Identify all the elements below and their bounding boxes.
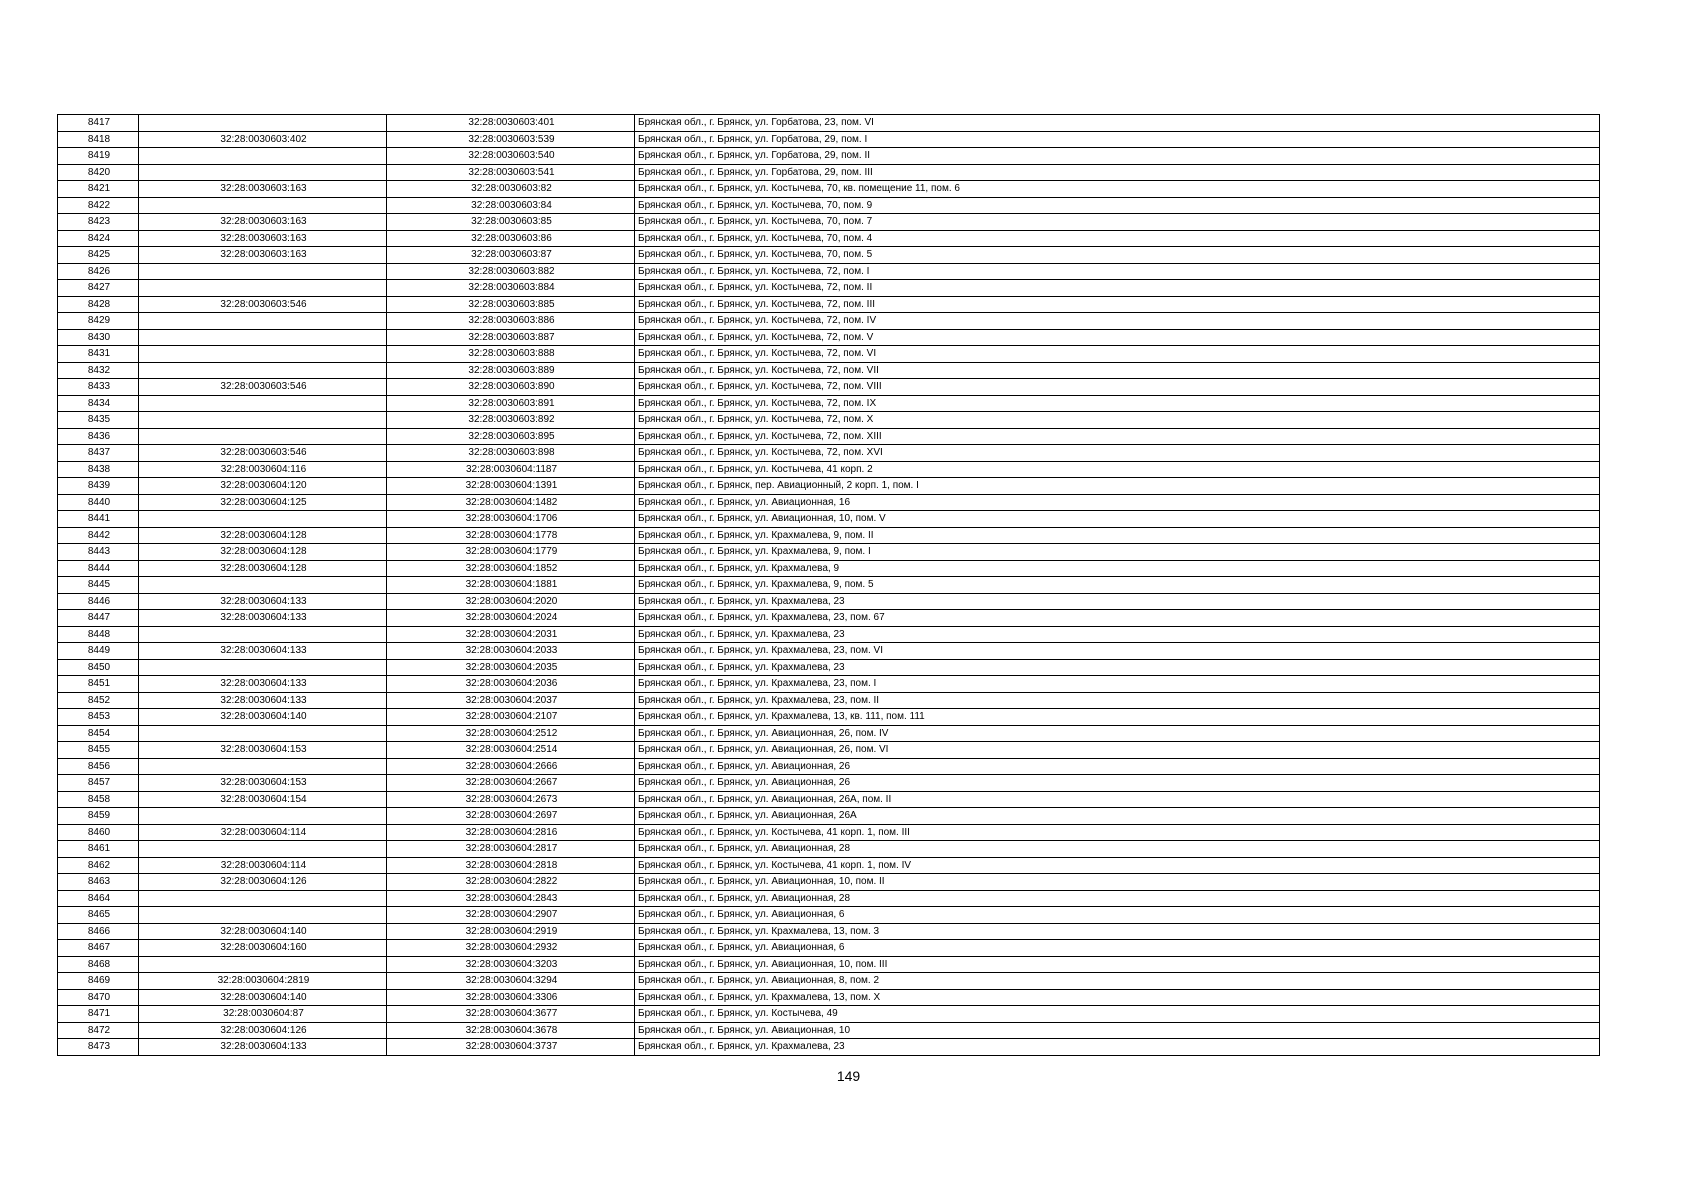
table-row — [58, 362, 1600, 379]
row-number-cell: 8434 — [58, 395, 139, 412]
table-row — [58, 857, 1600, 874]
address-cell: Брянская обл., г. Брянск, ул. Авиационная, 10, пом. III — [635, 956, 1600, 973]
parent-cadastral-number-cell — [139, 841, 387, 858]
address-cell: Брянская обл., г. Брянск, ул. Крахмалева, 9 — [635, 560, 1600, 577]
address-cell: Брянская обл., г. Брянск, ул. Костычева, 70, пом. 7 — [635, 214, 1600, 231]
row-number-cell: 8453 — [58, 709, 139, 726]
address-cell: Брянская обл., г. Брянск, ул. Авиационная, 10, пом. V — [635, 511, 1600, 528]
row-number-cell: 8471 — [58, 1006, 139, 1023]
address-cell: Брянская обл., г. Брянск, ул. Крахмалева, 9, пом. II — [635, 527, 1600, 544]
parent-cadastral-number-cell: 32:28:0030604:128 — [139, 560, 387, 577]
cadastral-number-cell: 32:28:0030604:3677 — [387, 1006, 635, 1023]
parent-cadastral-number-cell — [139, 115, 387, 132]
table-row — [58, 692, 1600, 709]
cadastral-number-cell: 32:28:0030603:539 — [387, 131, 635, 148]
parent-cadastral-number-cell — [139, 329, 387, 346]
parent-cadastral-number-cell: 32:28:0030603:546 — [139, 379, 387, 396]
table-row — [58, 841, 1600, 858]
address-cell: Брянская обл., г. Брянск, ул. Костычева, 41 корп. 2 — [635, 461, 1600, 478]
cadastral-number-cell: 32:28:0030604:2697 — [387, 808, 635, 825]
table-row — [58, 115, 1600, 132]
cadastral-number-cell: 32:28:0030604:1391 — [387, 478, 635, 495]
cadastral-number-cell: 32:28:0030603:401 — [387, 115, 635, 132]
table-row — [58, 164, 1600, 181]
table-row — [58, 643, 1600, 660]
address-cell: Брянская обл., г. Брянск, ул. Авиационная, 28 — [635, 890, 1600, 907]
table-row — [58, 874, 1600, 891]
address-cell: Брянская обл., г. Брянск, ул. Костычева, 72, пом. VII — [635, 362, 1600, 379]
parent-cadastral-number-cell — [139, 626, 387, 643]
address-cell: Брянская обл., г. Брянск, ул. Авиационная, 26 — [635, 758, 1600, 775]
table-row — [58, 230, 1600, 247]
address-cell: Брянская обл., г. Брянск, ул. Крахмалева, 23, пом. 67 — [635, 610, 1600, 627]
cadastral-number-cell: 32:28:0030603:885 — [387, 296, 635, 313]
cadastral-number-cell: 32:28:0030604:2919 — [387, 923, 635, 940]
row-number-cell: 8466 — [58, 923, 139, 940]
cadastral-number-cell: 32:28:0030603:887 — [387, 329, 635, 346]
parent-cadastral-number-cell: 32:28:0030604:153 — [139, 742, 387, 759]
parent-cadastral-number-cell — [139, 280, 387, 297]
row-number-cell: 8419 — [58, 148, 139, 165]
cadastral-number-cell: 32:28:0030604:1187 — [387, 461, 635, 478]
registry-table — [57, 114, 1600, 1056]
address-cell: Брянская обл., г. Брянск, ул. Авиационная, 26 — [635, 775, 1600, 792]
address-cell: Брянская обл., г. Брянск, ул. Авиационная, 26А — [635, 808, 1600, 825]
parent-cadastral-number-cell — [139, 148, 387, 165]
table-row — [58, 280, 1600, 297]
row-number-cell: 8432 — [58, 362, 139, 379]
row-number-cell: 8459 — [58, 808, 139, 825]
row-number-cell: 8421 — [58, 181, 139, 198]
cadastral-number-cell: 32:28:0030604:2512 — [387, 725, 635, 742]
address-cell: Брянская обл., г. Брянск, ул. Авиационная, 10, пом. II — [635, 874, 1600, 891]
table-row — [58, 1039, 1600, 1056]
row-number-cell: 8458 — [58, 791, 139, 808]
row-number-cell: 8417 — [58, 115, 139, 132]
row-number-cell: 8438 — [58, 461, 139, 478]
table-row — [58, 791, 1600, 808]
registry-table-body — [58, 115, 1600, 1056]
table-row — [58, 610, 1600, 627]
parent-cadastral-number-cell — [139, 164, 387, 181]
table-row — [58, 511, 1600, 528]
parent-cadastral-number-cell — [139, 362, 387, 379]
table-row — [58, 527, 1600, 544]
address-cell: Брянская обл., г. Брянск, ул. Крахмалева, 23 — [635, 593, 1600, 610]
address-cell: Брянская обл., г. Брянск, ул. Костычева, 72, пом. VIII — [635, 379, 1600, 396]
address-cell: Брянская обл., г. Брянск, ул. Костычева, 72, пом. XVI — [635, 445, 1600, 462]
address-cell: Брянская обл., г. Брянск, ул. Авиационная, 26А, пом. II — [635, 791, 1600, 808]
cadastral-number-cell: 32:28:0030604:2037 — [387, 692, 635, 709]
address-cell: Брянская обл., г. Брянск, ул. Костычева, 41 корп. 1, пом. IV — [635, 857, 1600, 874]
table-row — [58, 346, 1600, 363]
parent-cadastral-number-cell: 32:28:0030603:163 — [139, 214, 387, 231]
cadastral-number-cell: 32:28:0030604:2514 — [387, 742, 635, 759]
table-row — [58, 445, 1600, 462]
table-row — [58, 197, 1600, 214]
cadastral-number-cell: 32:28:0030604:3203 — [387, 956, 635, 973]
table-row — [58, 956, 1600, 973]
parent-cadastral-number-cell: 32:28:0030604:154 — [139, 791, 387, 808]
address-cell: Брянская обл., г. Брянск, ул. Крахмалева, 13, пом. X — [635, 989, 1600, 1006]
parent-cadastral-number-cell — [139, 808, 387, 825]
parent-cadastral-number-cell: 32:28:0030604:126 — [139, 1022, 387, 1039]
cadastral-number-cell: 32:28:0030604:2818 — [387, 857, 635, 874]
address-cell: Брянская обл., г. Брянск, ул. Авиационная, 16 — [635, 494, 1600, 511]
address-cell: Брянская обл., г. Брянск, ул. Костычева, 70, пом. 4 — [635, 230, 1600, 247]
address-cell: Брянская обл., г. Брянск, ул. Авиационная, 6 — [635, 907, 1600, 924]
parent-cadastral-number-cell: 32:28:0030604:133 — [139, 692, 387, 709]
row-number-cell: 8460 — [58, 824, 139, 841]
table-row — [58, 395, 1600, 412]
row-number-cell: 8444 — [58, 560, 139, 577]
table-row — [58, 428, 1600, 445]
address-cell: Брянская обл., г. Брянск, ул. Авиационная, 8, пом. 2 — [635, 973, 1600, 990]
row-number-cell: 8462 — [58, 857, 139, 874]
cadastral-number-cell: 32:28:0030604:2033 — [387, 643, 635, 660]
table-row — [58, 808, 1600, 825]
row-number-cell: 8431 — [58, 346, 139, 363]
row-number-cell: 8436 — [58, 428, 139, 445]
table-row — [58, 593, 1600, 610]
row-number-cell: 8420 — [58, 164, 139, 181]
row-number-cell: 8443 — [58, 544, 139, 561]
address-cell: Брянская обл., г. Брянск, ул. Костычева, 72, пом. I — [635, 263, 1600, 280]
cadastral-number-cell: 32:28:0030603:888 — [387, 346, 635, 363]
parent-cadastral-number-cell: 32:28:0030603:163 — [139, 230, 387, 247]
address-cell: Брянская обл., г. Брянск, ул. Крахмалева, 13, пом. 3 — [635, 923, 1600, 940]
parent-cadastral-number-cell: 32:28:0030604:2819 — [139, 973, 387, 990]
parent-cadastral-number-cell: 32:28:0030604:140 — [139, 923, 387, 940]
cadastral-number-cell: 32:28:0030603:884 — [387, 280, 635, 297]
address-cell: Брянская обл., г. Брянск, ул. Костычева, 41 корп. 1, пом. III — [635, 824, 1600, 841]
cadastral-number-cell: 32:28:0030604:3306 — [387, 989, 635, 1006]
parent-cadastral-number-cell — [139, 197, 387, 214]
address-cell: Брянская обл., г. Брянск, ул. Костычева, 49 — [635, 1006, 1600, 1023]
cadastral-number-cell: 32:28:0030604:2843 — [387, 890, 635, 907]
parent-cadastral-number-cell: 32:28:0030604:116 — [139, 461, 387, 478]
cadastral-number-cell: 32:28:0030604:2107 — [387, 709, 635, 726]
table-row — [58, 379, 1600, 396]
table-row — [58, 1022, 1600, 1039]
row-number-cell: 8446 — [58, 593, 139, 610]
parent-cadastral-number-cell — [139, 956, 387, 973]
cadastral-number-cell: 32:28:0030604:2932 — [387, 940, 635, 957]
cadastral-number-cell: 32:28:0030604:2667 — [387, 775, 635, 792]
cadastral-number-cell: 32:28:0030603:541 — [387, 164, 635, 181]
cadastral-number-cell: 32:28:0030604:2907 — [387, 907, 635, 924]
table-row — [58, 412, 1600, 429]
cadastral-number-cell: 32:28:0030603:540 — [387, 148, 635, 165]
cadastral-number-cell: 32:28:0030604:2031 — [387, 626, 635, 643]
parent-cadastral-number-cell: 32:28:0030604:133 — [139, 610, 387, 627]
table-row — [58, 478, 1600, 495]
row-number-cell: 8435 — [58, 412, 139, 429]
table-row — [58, 494, 1600, 511]
cadastral-number-cell: 32:28:0030603:84 — [387, 197, 635, 214]
parent-cadastral-number-cell: 32:28:0030604:120 — [139, 478, 387, 495]
table-row — [58, 973, 1600, 990]
table-row — [58, 940, 1600, 957]
parent-cadastral-number-cell: 32:28:0030604:133 — [139, 1039, 387, 1056]
parent-cadastral-number-cell — [139, 346, 387, 363]
parent-cadastral-number-cell — [139, 577, 387, 594]
table-row — [58, 181, 1600, 198]
parent-cadastral-number-cell — [139, 659, 387, 676]
row-number-cell: 8451 — [58, 676, 139, 693]
address-cell: Брянская обл., г. Брянск, ул. Крахмалева, 23, пом. VI — [635, 643, 1600, 660]
address-cell: Брянская обл., г. Брянск, ул. Крахмалева, 23, пом. I — [635, 676, 1600, 693]
table-row — [58, 725, 1600, 742]
cadastral-number-cell: 32:28:0030604:2817 — [387, 841, 635, 858]
cadastral-number-cell: 32:28:0030603:85 — [387, 214, 635, 231]
parent-cadastral-number-cell — [139, 890, 387, 907]
cadastral-number-cell: 32:28:0030604:3294 — [387, 973, 635, 990]
parent-cadastral-number-cell: 32:28:0030604:153 — [139, 775, 387, 792]
parent-cadastral-number-cell — [139, 758, 387, 775]
address-cell: Брянская обл., г. Брянск, ул. Костычева, 70, пом. 9 — [635, 197, 1600, 214]
table-row — [58, 742, 1600, 759]
address-cell: Брянская обл., г. Брянск, пер. Авиационный, 2 корп. 1, пом. I — [635, 478, 1600, 495]
table-row — [58, 313, 1600, 330]
table-row — [58, 148, 1600, 165]
parent-cadastral-number-cell — [139, 907, 387, 924]
row-number-cell: 8472 — [58, 1022, 139, 1039]
address-cell: Брянская обл., г. Брянск, ул. Костычева, 72, пом. II — [635, 280, 1600, 297]
parent-cadastral-number-cell: 32:28:0030604:126 — [139, 874, 387, 891]
cadastral-number-cell: 32:28:0030604:2035 — [387, 659, 635, 676]
row-number-cell: 8440 — [58, 494, 139, 511]
table-row — [58, 247, 1600, 264]
table-row — [58, 296, 1600, 313]
page-number: 149 — [836, 1068, 861, 1084]
row-number-cell: 8424 — [58, 230, 139, 247]
row-number-cell: 8428 — [58, 296, 139, 313]
row-number-cell: 8456 — [58, 758, 139, 775]
row-number-cell: 8454 — [58, 725, 139, 742]
row-number-cell: 8445 — [58, 577, 139, 594]
address-cell: Брянская обл., г. Брянск, ул. Крахмалева, 9, пом. 5 — [635, 577, 1600, 594]
row-number-cell: 8450 — [58, 659, 139, 676]
parent-cadastral-number-cell: 32:28:0030604:128 — [139, 527, 387, 544]
parent-cadastral-number-cell: 32:28:0030604:133 — [139, 643, 387, 660]
parent-cadastral-number-cell: 32:28:0030603:546 — [139, 445, 387, 462]
row-number-cell: 8449 — [58, 643, 139, 660]
address-cell: Брянская обл., г. Брянск, ул. Костычева, 72, пом. VI — [635, 346, 1600, 363]
cadastral-number-cell: 32:28:0030604:2036 — [387, 676, 635, 693]
address-cell: Брянская обл., г. Брянск, ул. Крахмалева, 9, пом. I — [635, 544, 1600, 561]
parent-cadastral-number-cell: 32:28:0030604:140 — [139, 709, 387, 726]
table-row — [58, 214, 1600, 231]
parent-cadastral-number-cell — [139, 313, 387, 330]
parent-cadastral-number-cell: 32:28:0030603:402 — [139, 131, 387, 148]
cadastral-number-cell: 32:28:0030603:892 — [387, 412, 635, 429]
cadastral-number-cell: 32:28:0030604:2024 — [387, 610, 635, 627]
table-row — [58, 824, 1600, 841]
table-row — [58, 923, 1600, 940]
address-cell: Брянская обл., г. Брянск, ул. Костычева, 70, пом. 5 — [635, 247, 1600, 264]
address-cell: Брянская обл., г. Брянск, ул. Авиационная, 10 — [635, 1022, 1600, 1039]
cadastral-number-cell: 32:28:0030604:1706 — [387, 511, 635, 528]
row-number-cell: 8455 — [58, 742, 139, 759]
parent-cadastral-number-cell — [139, 395, 387, 412]
address-cell: Брянская обл., г. Брянск, ул. Крахмалева, 23 — [635, 626, 1600, 643]
cadastral-number-cell: 32:28:0030604:2816 — [387, 824, 635, 841]
cadastral-number-cell: 32:28:0030603:889 — [387, 362, 635, 379]
row-number-cell: 8437 — [58, 445, 139, 462]
parent-cadastral-number-cell: 32:28:0030603:163 — [139, 247, 387, 264]
table-row — [58, 577, 1600, 594]
parent-cadastral-number-cell — [139, 511, 387, 528]
address-cell: Брянская обл., г. Брянск, ул. Авиационная, 26, пом. IV — [635, 725, 1600, 742]
cadastral-number-cell: 32:28:0030603:895 — [387, 428, 635, 445]
parent-cadastral-number-cell: 32:28:0030604:133 — [139, 676, 387, 693]
address-cell: Брянская обл., г. Брянск, ул. Костычева, 70, кв. помещение 11, пом. 6 — [635, 181, 1600, 198]
row-number-cell: 8465 — [58, 907, 139, 924]
address-cell: Брянская обл., г. Брянск, ул. Костычева, 72, пом. V — [635, 329, 1600, 346]
row-number-cell: 8425 — [58, 247, 139, 264]
row-number-cell: 8473 — [58, 1039, 139, 1056]
row-number-cell: 8463 — [58, 874, 139, 891]
table-row — [58, 758, 1600, 775]
cadastral-number-cell: 32:28:0030604:1482 — [387, 494, 635, 511]
parent-cadastral-number-cell — [139, 412, 387, 429]
parent-cadastral-number-cell: 32:28:0030604:160 — [139, 940, 387, 957]
cadastral-number-cell: 32:28:0030603:891 — [387, 395, 635, 412]
address-cell: Брянская обл., г. Брянск, ул. Горбатова, 29, пом. II — [635, 148, 1600, 165]
table-row — [58, 329, 1600, 346]
cadastral-number-cell: 32:28:0030603:82 — [387, 181, 635, 198]
cadastral-number-cell: 32:28:0030603:86 — [387, 230, 635, 247]
cadastral-number-cell: 32:28:0030603:898 — [387, 445, 635, 462]
parent-cadastral-number-cell: 32:28:0030604:133 — [139, 593, 387, 610]
row-number-cell: 8452 — [58, 692, 139, 709]
row-number-cell: 8442 — [58, 527, 139, 544]
cadastral-number-cell: 32:28:0030604:1881 — [387, 577, 635, 594]
row-number-cell: 8441 — [58, 511, 139, 528]
table-row — [58, 659, 1600, 676]
row-number-cell: 8448 — [58, 626, 139, 643]
parent-cadastral-number-cell: 32:28:0030604:87 — [139, 1006, 387, 1023]
table-row — [58, 626, 1600, 643]
table-row — [58, 560, 1600, 577]
cadastral-number-cell: 32:28:0030604:3678 — [387, 1022, 635, 1039]
cadastral-number-cell: 32:28:0030604:1778 — [387, 527, 635, 544]
address-cell: Брянская обл., г. Брянск, ул. Авиационная, 26, пом. VI — [635, 742, 1600, 759]
table-row — [58, 907, 1600, 924]
address-cell: Брянская обл., г. Брянск, ул. Горбатова, 29, пом. I — [635, 131, 1600, 148]
cadastral-number-cell: 32:28:0030603:890 — [387, 379, 635, 396]
table-row — [58, 890, 1600, 907]
row-number-cell: 8468 — [58, 956, 139, 973]
table-row — [58, 544, 1600, 561]
row-number-cell: 8467 — [58, 940, 139, 957]
row-number-cell: 8429 — [58, 313, 139, 330]
address-cell: Брянская обл., г. Брянск, ул. Горбатова, 23, пом. VI — [635, 115, 1600, 132]
parent-cadastral-number-cell: 32:28:0030603:163 — [139, 181, 387, 198]
cadastral-number-cell: 32:28:0030604:2020 — [387, 593, 635, 610]
cadastral-number-cell: 32:28:0030603:87 — [387, 247, 635, 264]
address-cell: Брянская обл., г. Брянск, ул. Крахмалева, 23 — [635, 659, 1600, 676]
table-row — [58, 263, 1600, 280]
parent-cadastral-number-cell: 32:28:0030604:114 — [139, 857, 387, 874]
table-row — [58, 461, 1600, 478]
row-number-cell: 8426 — [58, 263, 139, 280]
table-row — [58, 676, 1600, 693]
cadastral-number-cell: 32:28:0030603:882 — [387, 263, 635, 280]
parent-cadastral-number-cell: 32:28:0030604:128 — [139, 544, 387, 561]
table-row — [58, 709, 1600, 726]
table-row — [58, 775, 1600, 792]
parent-cadastral-number-cell: 32:28:0030604:114 — [139, 824, 387, 841]
cadastral-number-cell: 32:28:0030604:2822 — [387, 874, 635, 891]
row-number-cell: 8433 — [58, 379, 139, 396]
address-cell: Брянская обл., г. Брянск, ул. Костычева, 72, пом. XIII — [635, 428, 1600, 445]
cadastral-number-cell: 32:28:0030604:2666 — [387, 758, 635, 775]
row-number-cell: 8447 — [58, 610, 139, 627]
row-number-cell: 8464 — [58, 890, 139, 907]
parent-cadastral-number-cell — [139, 428, 387, 445]
parent-cadastral-number-cell — [139, 263, 387, 280]
address-cell: Брянская обл., г. Брянск, ул. Крахмалева, 13, кв. 111, пом. 111 — [635, 709, 1600, 726]
address-cell: Брянская обл., г. Брянск, ул. Горбатова, 29, пом. III — [635, 164, 1600, 181]
address-cell: Брянская обл., г. Брянск, ул. Костычева, 72, пом. IV — [635, 313, 1600, 330]
row-number-cell: 8470 — [58, 989, 139, 1006]
address-cell: Брянская обл., г. Брянск, ул. Крахмалева, 23, пом. II — [635, 692, 1600, 709]
row-number-cell: 8418 — [58, 131, 139, 148]
row-number-cell: 8457 — [58, 775, 139, 792]
address-cell: Брянская обл., г. Брянск, ул. Костычева, 72, пом. III — [635, 296, 1600, 313]
row-number-cell: 8430 — [58, 329, 139, 346]
row-number-cell: 8422 — [58, 197, 139, 214]
table-row — [58, 1006, 1600, 1023]
row-number-cell: 8423 — [58, 214, 139, 231]
address-cell: Брянская обл., г. Брянск, ул. Костычева, 72, пом. X — [635, 412, 1600, 429]
cadastral-number-cell: 32:28:0030603:886 — [387, 313, 635, 330]
table-row — [58, 131, 1600, 148]
parent-cadastral-number-cell: 32:28:0030604:125 — [139, 494, 387, 511]
parent-cadastral-number-cell — [139, 725, 387, 742]
parent-cadastral-number-cell: 32:28:0030603:546 — [139, 296, 387, 313]
row-number-cell: 8469 — [58, 973, 139, 990]
cadastral-number-cell: 32:28:0030604:1852 — [387, 560, 635, 577]
address-cell: Брянская обл., г. Брянск, ул. Авиационная, 28 — [635, 841, 1600, 858]
row-number-cell: 8439 — [58, 478, 139, 495]
address-cell: Брянская обл., г. Брянск, ул. Авиационная, 6 — [635, 940, 1600, 957]
cadastral-number-cell: 32:28:0030604:2673 — [387, 791, 635, 808]
row-number-cell: 8427 — [58, 280, 139, 297]
address-cell: Брянская обл., г. Брянск, ул. Костычева, 72, пом. IX — [635, 395, 1600, 412]
address-cell: Брянская обл., г. Брянск, ул. Крахмалева, 23 — [635, 1039, 1600, 1056]
table-row — [58, 989, 1600, 1006]
row-number-cell: 8461 — [58, 841, 139, 858]
cadastral-number-cell: 32:28:0030604:1779 — [387, 544, 635, 561]
cadastral-number-cell: 32:28:0030604:3737 — [387, 1039, 635, 1056]
parent-cadastral-number-cell: 32:28:0030604:140 — [139, 989, 387, 1006]
